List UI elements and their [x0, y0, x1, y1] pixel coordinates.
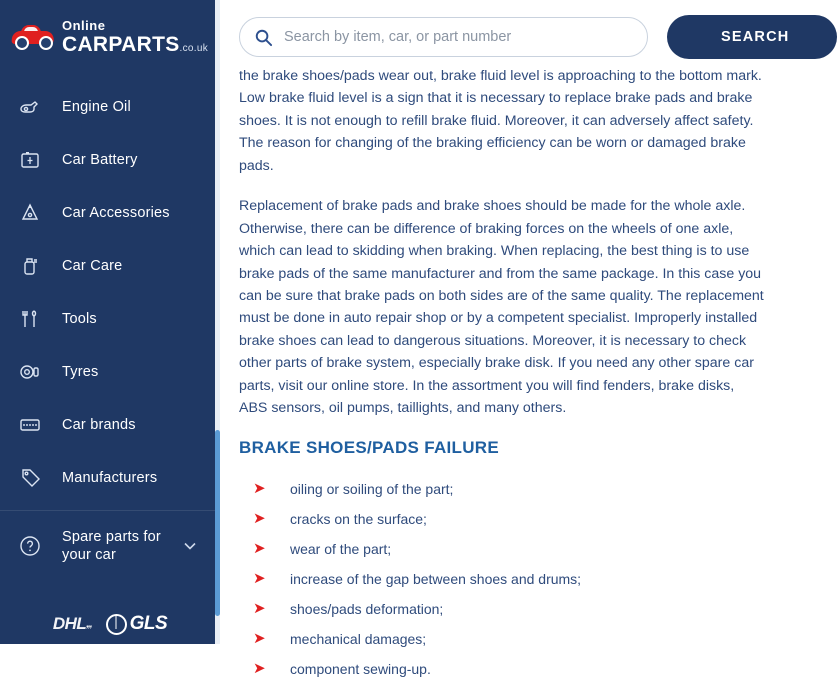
- question-mark-icon: [18, 534, 52, 558]
- list-item-label: shoes/pads deformation;: [290, 600, 444, 617]
- sidebar-item-manufacturers[interactable]: [0, 451, 220, 504]
- section-heading: BRAKE SHOES/PADS FAILURE: [239, 437, 500, 457]
- list-item-label: mechanical damages;: [290, 630, 427, 647]
- chevron-down-icon[interactable]: [184, 538, 196, 554]
- sidebar-divider: [0, 510, 220, 511]
- sidebar-item-label: Car Accessories: [62, 204, 170, 221]
- list-item: [253, 474, 765, 504]
- sidebar-item-label: Tools: [62, 310, 97, 327]
- red-car-icon: [12, 23, 56, 51]
- list-item-label: component sewing-up.: [290, 660, 431, 677]
- list-item-label: oiling or soiling of the part;: [290, 480, 454, 497]
- search-icon: [254, 28, 273, 47]
- paragraph: the brake shoes/pads wear out, brake fluid level is approaching to the bottom mark. Low brake fluid level is a sign that it is necessary to replace brake pads and brake shoes. It is not enough to refill brake fluid. Moreover, it can adversely affect safety. The reason for changing of the braking efficiency can be worn or damaged brake pads.: [239, 68, 762, 174]
- list-item-label: cracks on the surface;: [290, 510, 427, 527]
- courier-logos: [0, 604, 220, 644]
- gls-logo: GLS: [106, 613, 168, 635]
- oil-can-icon: [18, 96, 52, 118]
- search-input[interactable]: [273, 28, 647, 46]
- sidebar-nav: [0, 74, 220, 577]
- sidebar: [0, 0, 220, 644]
- search-button[interactable]: SEARCH: [667, 15, 837, 59]
- sidebar-item-label: Manufacturers: [62, 469, 158, 486]
- logo-domain: .co.uk: [179, 43, 208, 54]
- list-item: [253, 564, 765, 594]
- tag-icon: [18, 467, 52, 489]
- list-item: [253, 534, 765, 564]
- list-item-label: increase of the gap between shoes and drums;: [290, 570, 582, 587]
- scrollbar-thumb[interactable]: [215, 430, 220, 616]
- list-item: [253, 654, 765, 684]
- sidebar-item-label: Engine Oil: [62, 98, 131, 115]
- sidebar-item-label: Spare parts for your car: [62, 528, 161, 563]
- sidebar-item-label: Car brands: [62, 416, 136, 433]
- tyre-icon: [18, 361, 52, 383]
- tools-icon: [18, 308, 52, 330]
- sidebar-item-engine-oil[interactable]: [0, 80, 220, 133]
- paragraph: Replacement of brake pads and brake shoes should be made for the whole axle. Otherwise, there can be difference of braking forces on the wheels of one axle, which can lead to skidding when braking. When replacing, the best thing is to use brake pads of the same manufacturer and from the same package. In this case you can be sure that brake pads on both sides are of the same quality. The replacement must be done in auto repair shop or by a competent specialist. Improperly installed brake shoes can lead to dangerous situations. Moreover, it is necessary to check other parts of brake system, especially brake disk. If you need any other spare car parts, visit our online store. In the assortment you will find fenders, brake disks, ABS sensors, oil pumps, taillights, and many others.: [239, 198, 764, 417]
- red-arrow-icon: ➤: [253, 570, 266, 588]
- article-content: [225, 68, 795, 678]
- search-box[interactable]: [239, 17, 648, 57]
- logo-line1: Online: [62, 18, 106, 33]
- red-arrow-icon: ➤: [253, 480, 266, 498]
- sidebar-item-tools[interactable]: [0, 292, 220, 345]
- red-arrow-icon: ➤: [253, 630, 266, 648]
- sidebar-item-label: Car Care: [62, 257, 123, 274]
- list-item: [253, 624, 765, 654]
- red-arrow-icon: ➤: [253, 600, 266, 618]
- list-item-label: wear of the part;: [290, 540, 392, 557]
- license-plate-icon: [18, 414, 52, 436]
- sidebar-item-car-battery[interactable]: [0, 133, 220, 186]
- sidebar-item-label: Tyres: [62, 363, 99, 380]
- air-freshener-icon: [18, 202, 52, 224]
- list-item: [253, 594, 765, 624]
- page-scrollbar[interactable]: [215, 0, 220, 644]
- list-item: [253, 504, 765, 534]
- sidebar-item-spare-parts[interactable]: [0, 515, 220, 577]
- sidebar-item-tyres[interactable]: [0, 345, 220, 398]
- sidebar-item-label: Car Battery: [62, 151, 138, 168]
- red-arrow-icon: ➤: [253, 660, 266, 678]
- sidebar-item-car-accessories[interactable]: [0, 186, 220, 239]
- dhl-logo: DHL,,,: [52, 614, 92, 633]
- failure-list: [239, 474, 765, 684]
- site-logo[interactable]: [0, 0, 220, 74]
- red-arrow-icon: ➤: [253, 540, 266, 558]
- logo-line2: CARPARTS: [62, 33, 180, 56]
- spray-bottle-icon: [18, 255, 52, 277]
- red-arrow-icon: ➤: [253, 510, 266, 528]
- sidebar-item-car-care[interactable]: [0, 239, 220, 292]
- battery-icon: [18, 149, 52, 171]
- sidebar-item-car-brands[interactable]: [0, 398, 220, 451]
